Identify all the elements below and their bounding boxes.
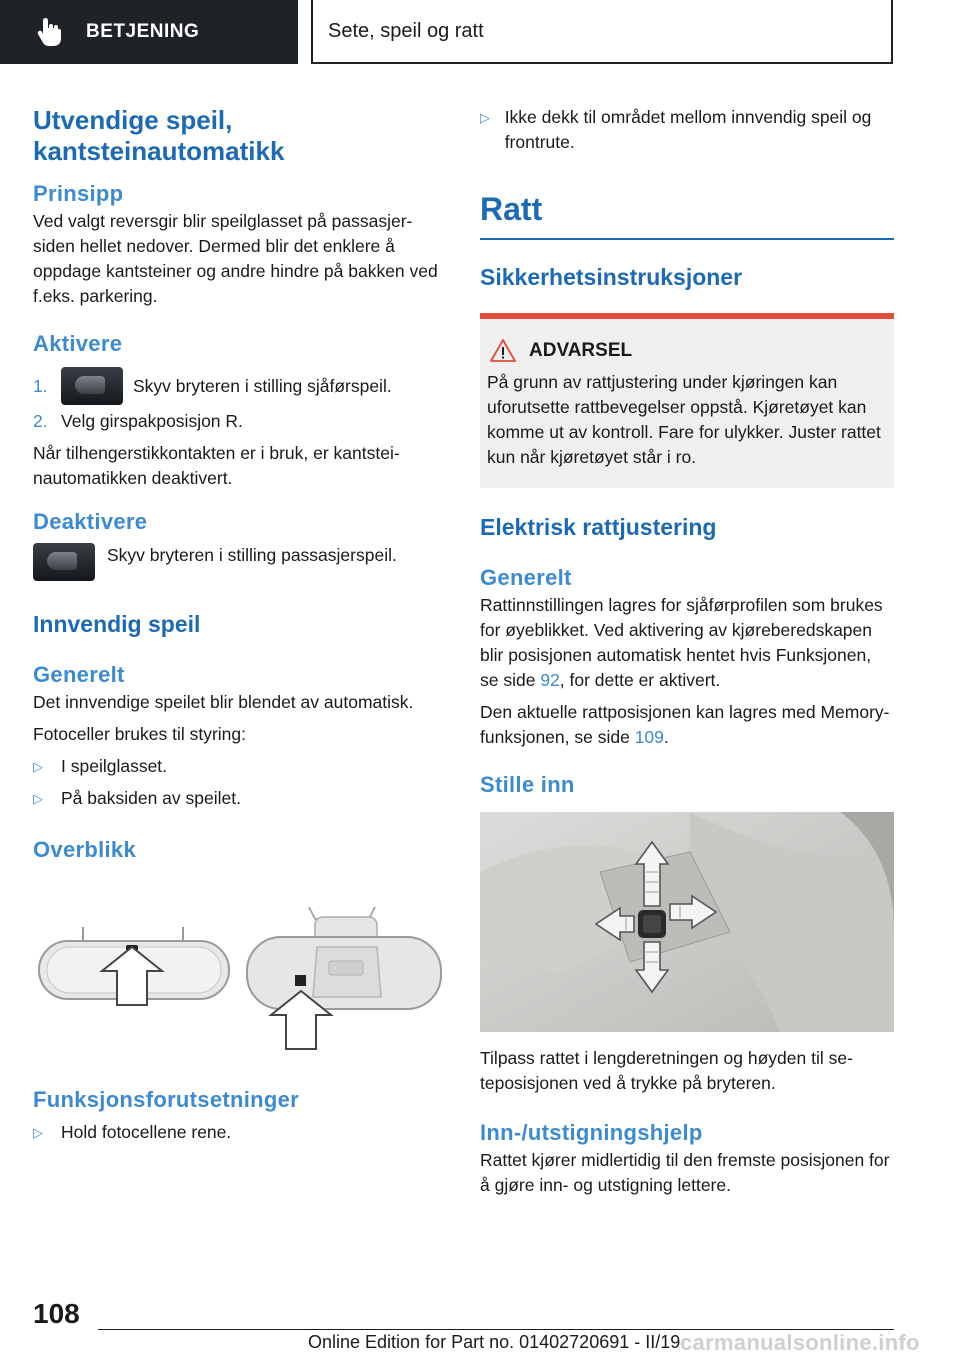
activate-step-1	[33, 367, 447, 405]
page-header	[0, 0, 960, 66]
electric-title: Elektrisk rattjustering	[480, 514, 717, 540]
warning-text: På grunn av rattjustering under kjøringen kan uforutsette rattbevegelser oppstå. Kjøretøyet kan komme ut av kontroll. Fare for ulykker. Juster rattet kun når kjøretøyet står i ro.	[487, 372, 881, 467]
inner-mirror-illustration	[33, 907, 447, 1057]
step-number: 2.	[33, 411, 48, 431]
general-heading: Generelt	[33, 662, 125, 687]
list-item	[33, 754, 447, 779]
bullet-triangle-icon: ▷	[480, 110, 490, 125]
list-item-text: På baksiden av speilet.	[61, 788, 241, 808]
safety-title: Sikkerhetsinstruksjoner	[480, 264, 743, 290]
ratt-title: Ratt	[480, 191, 543, 227]
page-link-109[interactable]: 109	[634, 727, 664, 747]
step-text: Velg girspakposisjon R.	[61, 411, 243, 431]
section-divider	[480, 238, 894, 240]
mirror-switch-driver-icon	[61, 367, 123, 405]
general-text: Det innvendige speilet blir blendet av automatisk.	[33, 692, 414, 712]
principle-heading: Prinsipp	[33, 181, 124, 206]
deactivate-text: Skyv bryteren i stilling passasjerspeil.	[107, 545, 397, 565]
chapter-tab	[311, 0, 893, 64]
activate-heading: Aktivere	[33, 331, 123, 356]
warning-box	[480, 313, 894, 488]
text-run: .	[663, 727, 669, 747]
entry-text: Rattet kjører midlertidig til den fremste posisjonen for å gjøre inn- og utstigning lettere.	[480, 1150, 890, 1195]
inner-mirror-title: Innvendig speil	[33, 611, 201, 637]
bullet-triangle-icon: ▷	[33, 759, 43, 774]
text-run: , for dette er aktivert.	[559, 670, 721, 690]
step-number: 1.	[33, 375, 48, 396]
step-text: Skyv bryteren i stilling sjåførspeil.	[133, 375, 392, 396]
general-text-b	[480, 700, 894, 750]
text-run: Den aktuelle rattposisjonen kan lagres med Memory-funksjonen, se side	[480, 702, 890, 747]
chapter-label: Sete, speil og ratt	[328, 19, 484, 42]
warning-header	[487, 339, 886, 362]
warning-label: ADVARSEL	[529, 339, 633, 361]
activate-step-2	[33, 409, 447, 434]
mirror-section-title	[33, 105, 447, 167]
general-heading: Generelt	[480, 565, 572, 590]
bullet-triangle-icon: ▷	[33, 1125, 43, 1140]
list-item	[33, 786, 447, 811]
activate-note: Når tilhengerstikkontakten er i bruk, er kantsteinautomatikken deaktivert.	[33, 443, 400, 488]
bullet-triangle-icon: ▷	[33, 791, 43, 806]
title-line-2: kantsteinautomatikk	[33, 136, 285, 166]
list-item-text: Hold fotocellene rene.	[61, 1122, 232, 1142]
right-column	[480, 100, 894, 1198]
adjust-text: Tilpass rattet i lengderetningen og høyden til seteposisjonen ved å trykke på bryteren.	[480, 1048, 853, 1093]
section-label: BETJENING	[86, 21, 200, 42]
steering-switch-photo	[480, 812, 894, 1032]
list-item	[33, 1120, 447, 1145]
page-number: 108	[33, 1298, 80, 1329]
deactivate-row	[33, 543, 447, 581]
mirror-switch-passenger-icon	[33, 543, 95, 581]
general-text-a	[480, 593, 894, 693]
edition-text: Online Edition for Part no. 01402720691 - II/19	[308, 1332, 681, 1352]
warning-triangle-icon	[490, 339, 516, 362]
section-tab	[0, 0, 298, 64]
hand-pointer-icon	[34, 15, 68, 49]
photocells-text: Fotoceller brukes til styring:	[33, 724, 246, 744]
left-column	[33, 100, 447, 1145]
requirements-heading: Funksjonsforutsetninger	[33, 1087, 300, 1112]
overview-heading: Overblikk	[33, 837, 136, 862]
page-link-92[interactable]: 92	[540, 670, 560, 690]
principle-text: Ved valgt reversgir blir speilglasset på passasjersiden hellet nedover. Dermed blir det enklere å oppdage kantsteiner og andre hindre på bakken ved f.eks. parkering.	[33, 211, 438, 306]
title-line-1: Utvendige speil,	[33, 105, 233, 135]
list-item-text: Ikke dekk til området mellom innvendig speil og frontrute.	[504, 107, 872, 152]
entry-heading: Inn-/utstigningshjelp	[480, 1120, 703, 1145]
deactivate-heading: Deaktivere	[33, 509, 148, 534]
list-item	[480, 105, 894, 155]
text-run: Rattinnstillingen lagres for sjåførprofilen som brukes for øyeblikket. Ved aktivering av kjøreberedskapen blir posisjonen automatisk hentet hvis Funksjonen, se side	[480, 595, 883, 690]
list-item-text: I speilglasset.	[61, 756, 168, 776]
watermark: carmanualsonline.info	[680, 1330, 920, 1355]
adjust-heading: Stille inn	[480, 772, 575, 797]
